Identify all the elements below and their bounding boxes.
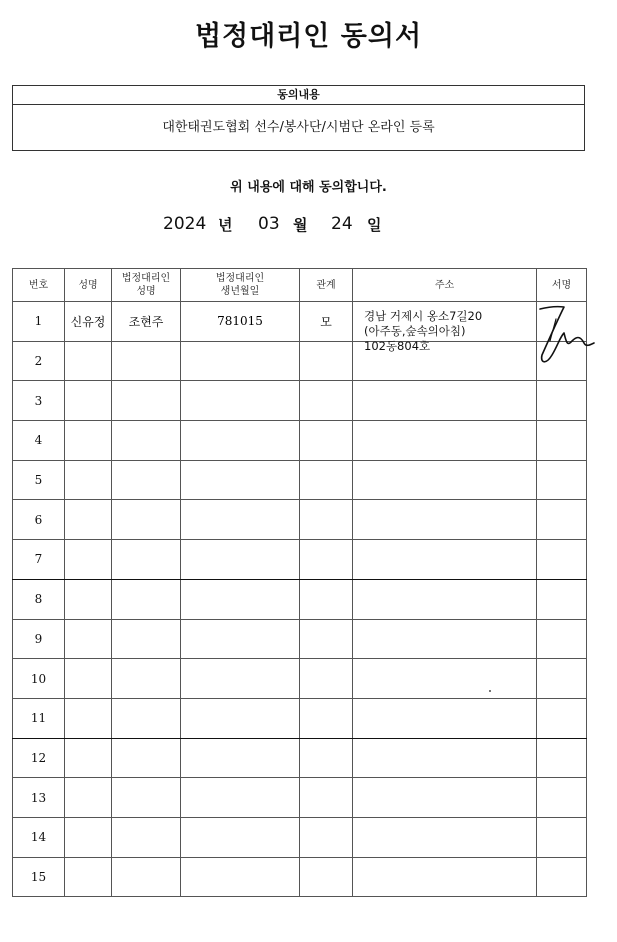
row-guardian-name <box>112 421 181 461</box>
row-guardian-name <box>112 579 181 619</box>
row-signature <box>537 619 587 659</box>
row-number: 14 <box>13 817 65 857</box>
agreement-statement: 위 내용에 대해 동의합니다. <box>230 180 387 195</box>
table-row <box>13 698 587 738</box>
row-name <box>65 619 112 659</box>
row-relation <box>300 698 353 738</box>
row-signature <box>537 738 587 778</box>
table-row <box>13 738 587 778</box>
consent-text: 대한태권도협회 선수/봉사단/시범단 온라인 등록 <box>162 120 435 135</box>
row-relation <box>300 500 353 540</box>
table-row <box>13 619 587 659</box>
row-number: 11 <box>13 698 65 738</box>
row-guardian-birth <box>181 738 300 778</box>
address-line: 102동804호 <box>364 339 431 353</box>
table-row <box>13 659 587 699</box>
table-row <box>13 500 587 540</box>
row-guardian-birth <box>181 381 300 421</box>
header-relation: 관계 <box>300 269 353 302</box>
row-signature <box>537 857 587 897</box>
row-guardian-birth <box>181 579 300 619</box>
row-guardian-birth <box>181 341 300 381</box>
row-relation <box>300 619 353 659</box>
row-number: 8 <box>13 579 65 619</box>
row-guardian-name <box>112 817 181 857</box>
row-address <box>353 698 537 738</box>
row-signature <box>537 817 587 857</box>
row-name <box>65 738 112 778</box>
date-day-unit: 일 <box>367 216 382 234</box>
row-number: 5 <box>13 460 65 500</box>
row-relation <box>300 421 353 461</box>
row-name <box>65 817 112 857</box>
row-guardian-birth <box>181 659 300 699</box>
row-guardian-name <box>112 540 181 580</box>
header-guardian-birth: 법정대리인 생년월일 <box>181 269 300 302</box>
row-guardian-birth <box>181 460 300 500</box>
row-signature <box>537 778 587 818</box>
row-number: 4 <box>13 421 65 461</box>
row-guardian-name: 조현주 <box>112 302 181 342</box>
row-address <box>353 817 537 857</box>
row-name <box>65 778 112 818</box>
row-guardian-name <box>112 857 181 897</box>
row-signature <box>537 659 587 699</box>
row-relation <box>300 579 353 619</box>
date-year: 2024 <box>163 214 207 234</box>
row-relation <box>300 381 353 421</box>
row-name <box>65 659 112 699</box>
table-row <box>13 857 587 897</box>
row-signature <box>537 540 587 580</box>
table-row <box>13 460 587 500</box>
row-guardian-name <box>112 619 181 659</box>
consent-box <box>12 85 585 151</box>
row-name: 신유정 <box>65 302 112 342</box>
row-signature <box>537 500 587 540</box>
handwritten-signature <box>534 297 604 377</box>
row-address <box>353 738 537 778</box>
address-line: (아주동,숲속의아침) <box>364 324 466 338</box>
row-number: 15 <box>13 857 65 897</box>
row-relation <box>300 857 353 897</box>
row-guardian-birth <box>181 500 300 540</box>
table-header-row <box>13 269 587 302</box>
row-signature <box>537 421 587 461</box>
table-row <box>13 381 587 421</box>
row-address <box>353 540 537 580</box>
row-guardian-birth <box>181 540 300 580</box>
row-name <box>65 460 112 500</box>
row-relation <box>300 778 353 818</box>
date-year-unit: 년 <box>218 216 233 234</box>
row-signature <box>537 381 587 421</box>
document-title: 법정대리인 동의서 <box>194 21 423 52</box>
address-entry <box>364 309 534 354</box>
row-number: 1 <box>13 302 65 342</box>
row-address <box>353 659 537 699</box>
table-row <box>13 778 587 818</box>
address-line: 경남 거제시 옹소7길20 <box>364 309 483 323</box>
row-relation: 모 <box>300 302 353 342</box>
row-number: 2 <box>13 341 65 381</box>
row-number: 9 <box>13 619 65 659</box>
consent-header: 동의내용 <box>13 86 584 105</box>
date-month-unit: 월 <box>293 216 308 234</box>
row-address <box>353 421 537 461</box>
row-name <box>65 579 112 619</box>
row-number: 13 <box>13 778 65 818</box>
row-address <box>353 857 537 897</box>
header-address: 주소 <box>353 269 537 302</box>
row-name <box>65 540 112 580</box>
row-signature <box>537 579 587 619</box>
row-address <box>353 619 537 659</box>
header-guardian-name: 법정대리인 성명 <box>112 269 181 302</box>
date-month: 03 <box>258 214 280 234</box>
row-relation <box>300 540 353 580</box>
row-number: 6 <box>13 500 65 540</box>
row-relation <box>300 460 353 500</box>
row-guardian-birth: 781015 <box>181 302 300 342</box>
row-address <box>353 579 537 619</box>
row-relation <box>300 738 353 778</box>
row-guardian-birth <box>181 698 300 738</box>
header-signature: 서명 <box>537 269 587 302</box>
row-guardian-name <box>112 698 181 738</box>
row-guardian-name <box>112 738 181 778</box>
row-guardian-name <box>112 659 181 699</box>
row-guardian-name <box>112 341 181 381</box>
table-row <box>13 421 587 461</box>
row-guardian-birth <box>181 619 300 659</box>
table-row <box>13 540 587 580</box>
row-number: 7 <box>13 540 65 580</box>
row-number: 10 <box>13 659 65 699</box>
row-number: 12 <box>13 738 65 778</box>
roster-table <box>12 268 587 897</box>
row-guardian-birth <box>181 778 300 818</box>
row-guardian-name <box>112 460 181 500</box>
row-name <box>65 381 112 421</box>
table-row <box>13 817 587 857</box>
row-signature <box>537 698 587 738</box>
row-name <box>65 341 112 381</box>
row-guardian-name <box>112 381 181 421</box>
row-address <box>353 381 537 421</box>
row-relation <box>300 659 353 699</box>
row-guardian-birth <box>181 857 300 897</box>
row-address <box>353 778 537 818</box>
row-name <box>65 857 112 897</box>
row-address <box>353 500 537 540</box>
row-guardian-birth <box>181 421 300 461</box>
row-relation <box>300 341 353 381</box>
stray-mark <box>489 690 491 692</box>
row-relation <box>300 817 353 857</box>
table-row <box>13 579 587 619</box>
header-no: 번호 <box>13 269 65 302</box>
header-name: 성명 <box>65 269 112 302</box>
row-name <box>65 698 112 738</box>
row-address <box>353 460 537 500</box>
row-number: 3 <box>13 381 65 421</box>
row-name <box>65 421 112 461</box>
row-name <box>65 500 112 540</box>
row-signature <box>537 460 587 500</box>
date-day: 24 <box>331 214 353 234</box>
row-guardian-birth <box>181 817 300 857</box>
row-guardian-name <box>112 500 181 540</box>
row-guardian-name <box>112 778 181 818</box>
